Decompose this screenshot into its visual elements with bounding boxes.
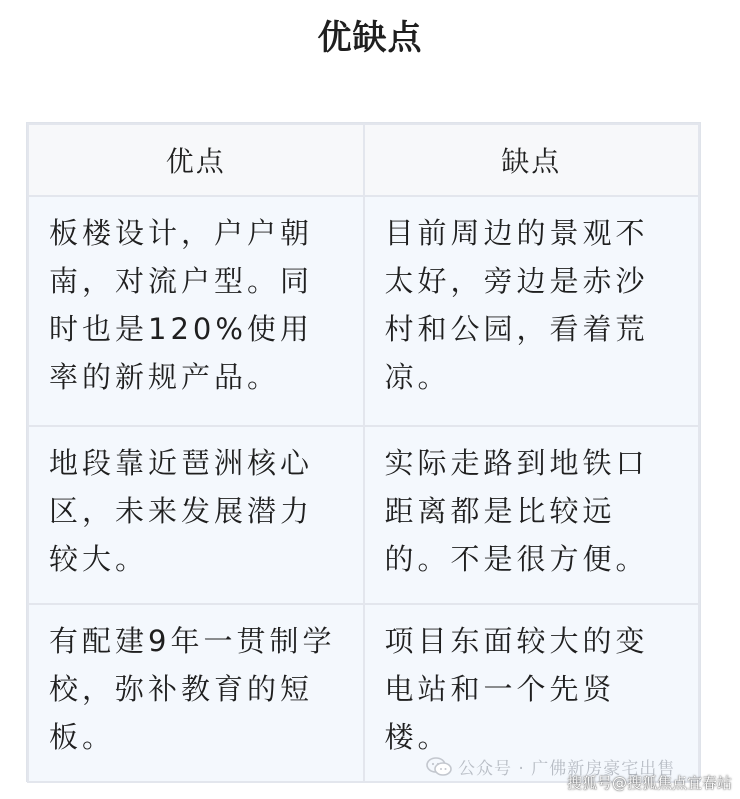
pros-cell: 有配建9年一贯制学校，弥补教育的短板。 xyxy=(28,604,364,782)
pros-cell: 地段靠近琶洲核心区，未来发展潜力较大。 xyxy=(28,426,364,604)
cons-cell: 目前周边的景观不太好，旁边是赤沙村和公园，看着荒凉。 xyxy=(364,196,700,426)
pros-cell: 板楼设计，户户朝南，对流户型。同时也是120%使用率的新规产品。 xyxy=(28,196,364,426)
cons-cell: 项目东面较大的变电站和一个先贤楼。 xyxy=(364,604,700,782)
table-row xyxy=(28,196,699,426)
header-cons: 缺点 xyxy=(364,124,700,196)
table-row xyxy=(28,426,699,604)
cons-cell: 实际走路到地铁口距离都是比较远的。不是很方便。 xyxy=(364,426,700,604)
wechat-icon xyxy=(426,757,452,777)
page-title: 优缺点 xyxy=(317,18,423,58)
header-pros: 优点 xyxy=(28,124,364,196)
table-header-row xyxy=(28,124,699,196)
pros-cons-table-container xyxy=(26,122,701,782)
source-label: 搜狐号@搜狐焦点宜春站 xyxy=(566,774,732,792)
pros-cons-table xyxy=(27,123,700,783)
watermark-text: 公众号 · 广佛新房豪宅出售 xyxy=(458,759,676,779)
